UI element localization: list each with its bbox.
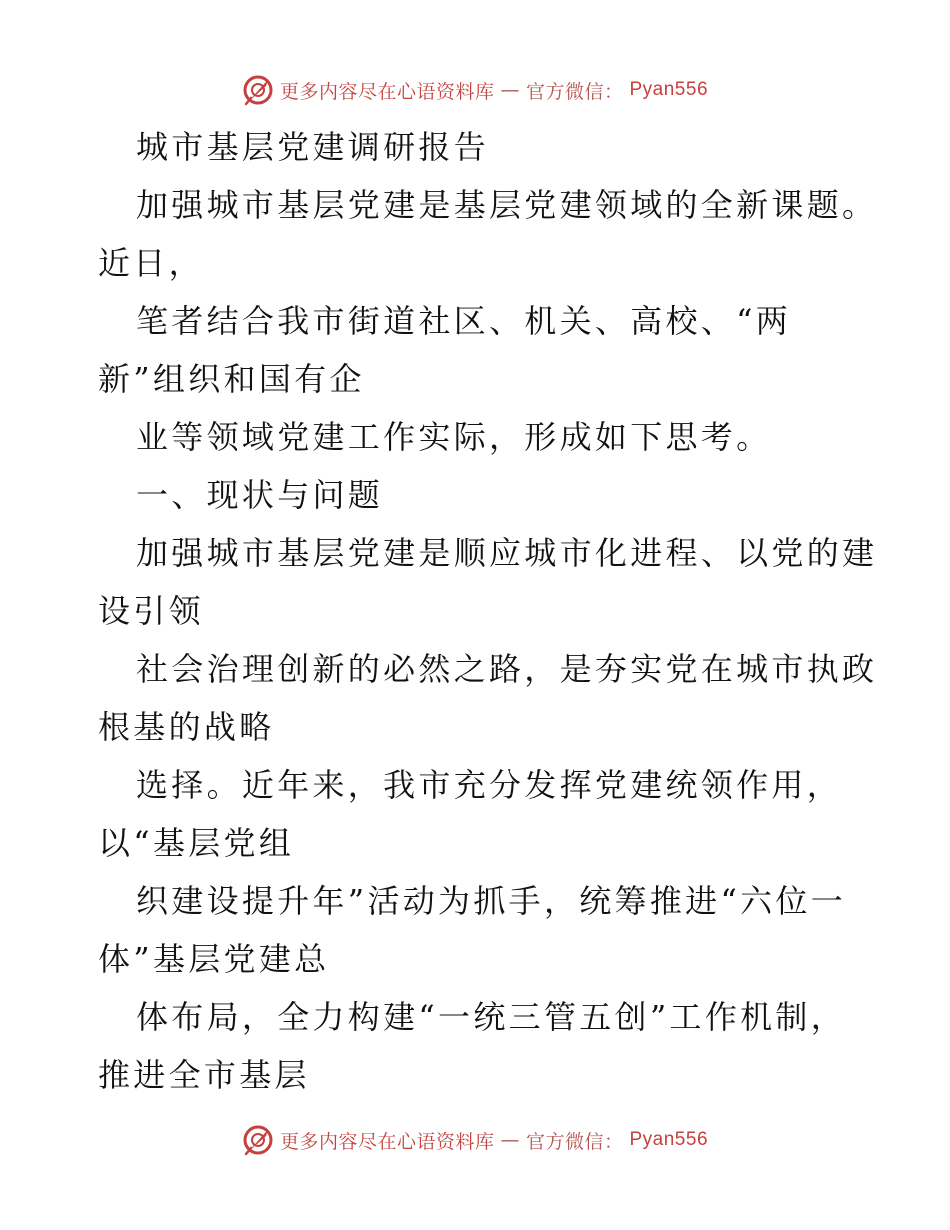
header-watermark — [0, 70, 950, 110]
paragraph-line: 以“基层党组 — [98, 824, 295, 862]
watermark-main-text: 更多内容尽在心语资料库 — [279, 80, 495, 103]
watermark-separator: — — [500, 1129, 520, 1151]
document-body — [98, 118, 898, 1104]
document-title: 城市基层党建调研报告 — [136, 128, 490, 166]
paragraph-line: 设引领 — [98, 592, 204, 630]
paragraph-line: 推进全市基层 — [98, 1056, 310, 1094]
quill-circle-logo-icon — [242, 74, 274, 106]
watermark-wechat-label: 官方微信： — [525, 80, 624, 103]
paragraph-line: 近日， — [98, 244, 204, 282]
paragraph-line: 体”基层党建总 — [98, 940, 330, 978]
section-heading: 一、现状与问题 — [136, 476, 384, 514]
paragraph-line: 织建设提升年”活动为抓手，统筹推进“六位一 — [136, 882, 847, 920]
watermark-separator: — — [500, 79, 520, 101]
paragraph-line: 业等领域党建工作实际，形成如下思考。 — [136, 418, 772, 456]
paragraph-line: 新”组织和国有企 — [98, 360, 365, 398]
paragraph-line: 加强城市基层党建是顺应城市化进程、以党的建 — [136, 534, 878, 572]
watermark-wechat-id: Pyan556 — [629, 79, 709, 100]
watermark-wechat-label: 官方微信： — [525, 1130, 624, 1153]
paragraph-line: 笔者结合我市街道社区、机关、高校、“两 — [136, 302, 792, 340]
paragraph-line: 选择。近年来，我市充分发挥党建统领作用， — [136, 766, 843, 804]
paragraph-line: 加强城市基层党建是基层党建领域的全新课题。 — [136, 186, 878, 224]
watermark-main-text: 更多内容尽在心语资料库 — [279, 1130, 495, 1153]
footer-watermark — [0, 1120, 950, 1160]
watermark-wechat-id: Pyan556 — [629, 1129, 709, 1150]
paragraph-line: 体布局，全力构建“一统三管五创”工作机制， — [136, 998, 847, 1036]
paragraph-line: 根基的战略 — [98, 708, 275, 746]
quill-circle-logo-icon — [242, 1124, 274, 1156]
paragraph-line: 社会治理创新的必然之路，是夯实党在城市执政 — [136, 650, 878, 688]
